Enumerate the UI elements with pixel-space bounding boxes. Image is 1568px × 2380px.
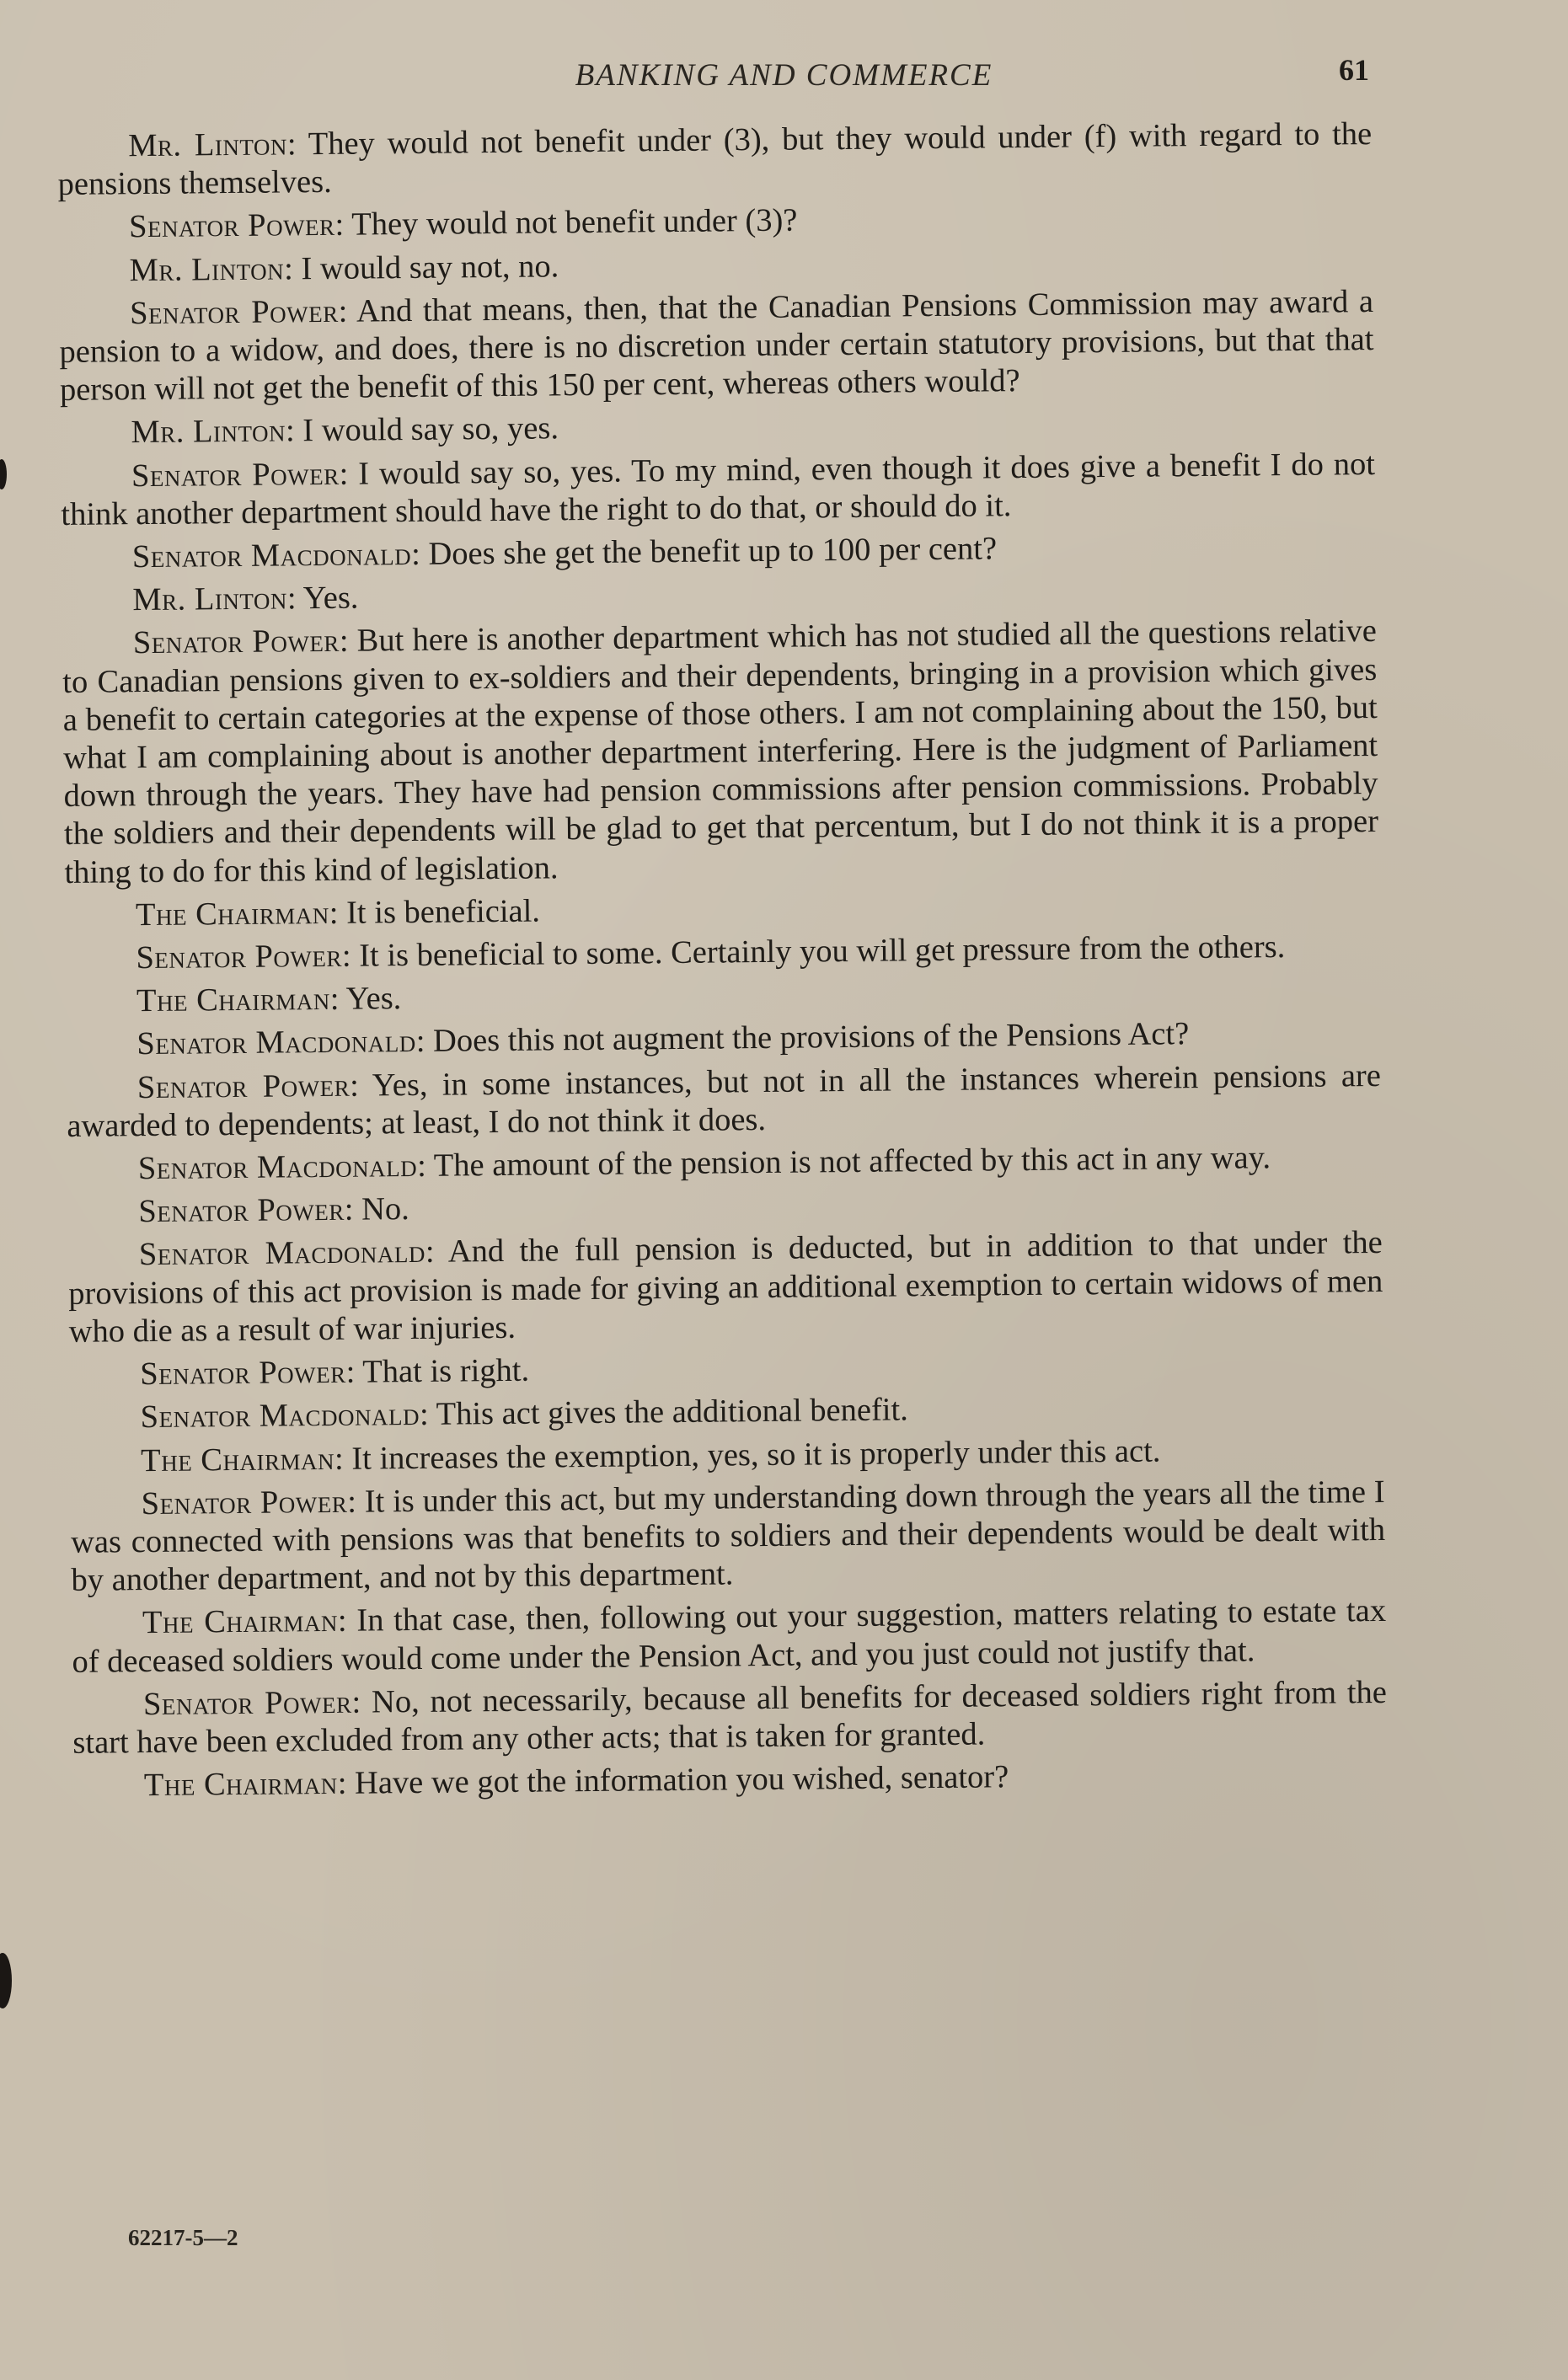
- binding-mark: [0, 1953, 12, 2008]
- speaker-name: Senator Macdonald: [131, 537, 412, 575]
- transcript-paragraph: Senator Power: I would say so, yes. To my mind, even though it does give a benefit I do not think another department should have the right to do that, or should do it.: [61, 446, 1376, 532]
- speaker-name: Senator Power: [142, 1684, 352, 1722]
- speech-text: Does this not augment the provisions of the Pensions Act?: [432, 1016, 1190, 1060]
- speaker-name: Senator Macdonald: [136, 1024, 416, 1062]
- speaker-name: Mr. Linton: [128, 126, 288, 164]
- speech-text: Yes, in some instances, but not in all the instances wherein pensions are awarded to dependents; at least, I do not think it does.: [67, 1057, 1382, 1144]
- speaker-name: Senator Macdonald: [140, 1397, 420, 1436]
- page-header: [0, 52, 1568, 103]
- transcript-paragraph: The Chairman: Yes.: [136, 981, 402, 1019]
- speaker-name: The Chairman: [143, 1766, 338, 1804]
- speaker-name: The Chairman: [135, 895, 329, 933]
- transcript-paragraph: The Chairman: In that case, then, following out your suggestion, matters relating to estate tax of deceased soldiers would come under the Pension Act, and you just could not justify that.: [72, 1593, 1387, 1680]
- transcript-paragraph: The Chairman: It is beneficial.: [135, 893, 541, 933]
- speaker-name: Mr. Linton: [129, 251, 285, 288]
- speech-text: No.: [361, 1191, 410, 1227]
- speech-text: The amount of the pension is not affected by this act in any way.: [433, 1140, 1271, 1184]
- speaker-name: Senator Macdonald: [138, 1234, 426, 1273]
- speaker-name: Senator Power: [132, 623, 340, 661]
- speaker-name: Senator Power: [141, 1484, 348, 1522]
- speech-text: It is beneficial.: [345, 893, 541, 931]
- transcript-paragraph: Mr. Linton: I would say so, yes.: [131, 410, 559, 451]
- speech-text: They would not benefit under (3), but they would under (f) with regard to the pensions themselves.: [57, 116, 1373, 203]
- speech-text: But here is another department which has not studied all the questions relative to Canadian pensions given to ex-soldiers and their dependents, bringing in a provision which gives a benefit to certain categories at the expense of those others. I am not complaining about the 150, but what I am complaining about is another department interfering. Here is the judgment of Parliament down through the years. They have had pension commissions after pension commissions. Probably the soldiers and their dependents will be glad to get that percentum, but I do not think it is a proper thing to do for this kind of legislation.: [62, 613, 1379, 890]
- speech-text: Yes.: [302, 580, 359, 617]
- transcript-paragraph: Senator Power: That is right.: [140, 1352, 530, 1393]
- transcript-body: [57, 115, 1388, 1810]
- transcript-paragraph: Senator Power: And that means, then, that the Canadian Pensions Commission may award a pension to a widow, and does, there is no discretion under certain statutory provisions, but that that person will not get the benefit of this 150 per cent, whereas others would?: [59, 283, 1374, 409]
- speaker-name: Senator Power: [136, 938, 343, 976]
- transcript-paragraph: The Chairman: It increases the exemption, yes, so it is properly under this act.: [140, 1433, 1161, 1479]
- speaker-name: Mr. Linton: [131, 413, 286, 451]
- speaker-name: Mr. Linton: [132, 580, 288, 618]
- speaker-name: Senator Power: [138, 1192, 345, 1230]
- speech-text: They would not benefit under (3)?: [351, 202, 798, 243]
- speaker-name: The Chairman: [140, 1441, 335, 1479]
- transcript-paragraph: Senator Macdonald: The amount of the pension is not affected by this act in any way.: [137, 1140, 1271, 1187]
- speech-text: No, not necessarily, because all benefits for deceased soldiers right from the start have been excluded from any other acts; that is taken for granted.: [72, 1674, 1388, 1761]
- speaker-name: Senator Power: [131, 456, 340, 494]
- transcript-paragraph: Mr. Linton: I would say not, no.: [129, 248, 559, 288]
- transcript-paragraph: Senator Power: No, not necessarily, because all benefits for deceased soldiers right from the start have been excluded from any other acts; that is taken for granted.: [72, 1674, 1388, 1761]
- transcript-paragraph: Senator Power: Yes, in some instances, but not in all the instances wherein pensions are awarded to dependents; at least, I do not think it does.: [67, 1057, 1382, 1144]
- speaker-name: Senator Power: [128, 207, 335, 245]
- transcript-paragraph: Senator Power: It is beneficial to some. Certainly you will get pressure from the others.: [136, 929, 1286, 976]
- speech-text: It is under this act, but my understanding down through the years all the time I was connected with pensions was that benefits to soldiers and their dependents would be dealt with by another department, and not by this department.: [70, 1473, 1386, 1599]
- transcript-paragraph: Senator Macdonald: Does she get the benefit up to 100 per cent?: [131, 531, 998, 575]
- page-number: 61: [1339, 53, 1369, 87]
- speaker-name: Senator Macdonald: [137, 1148, 418, 1187]
- speech-text: I would say not, no.: [301, 248, 559, 286]
- transcript-paragraph: Senator Macdonald: This act gives the additional benefit.: [140, 1392, 909, 1436]
- speech-text: In that case, then, following out your suggestion, matters relating to estate tax of deceased soldiers would come under the Pension Act, and you just could not justify that.: [72, 1593, 1387, 1680]
- transcript-paragraph: Senator Macdonald: And the full pension is deducted, but in addition to that under the provisions of this act provision is made for giving an additional exemption to certain widows of men who die as a result of war injuries.: [68, 1225, 1383, 1350]
- transcript-paragraph: Senator Macdonald: Does this not augment the provisions of the Pensions Act?: [136, 1016, 1190, 1062]
- transcript-paragraph: The Chairman: Have we got the information you wished, senator?: [143, 1759, 1009, 1804]
- transcript-paragraph: Mr. Linton: Yes.: [132, 580, 359, 618]
- speaker-name: Senator Power: [129, 293, 339, 331]
- printer-signature: 62217-5—2: [128, 2225, 238, 2250]
- speech-text: Have we got the information you wished, senator?: [354, 1759, 1009, 1801]
- speaker-name: The Chairman: [136, 981, 330, 1019]
- speech-text: This act gives the additional benefit.: [436, 1392, 909, 1433]
- running-head: BANKING AND COMMERCE: [575, 58, 993, 93]
- speech-text: I would say so, yes. To my mind, even though it does give a benefit I do not think another department should have the right to do that, or should do it.: [61, 446, 1376, 532]
- transcript-paragraph: Mr. Linton: They would not benefit under (3), but they would under (f) with regard to the pensions themselves.: [57, 116, 1373, 203]
- transcript-paragraph: Senator Power: But here is another department which has not studied all the questions relative to Canadian pensions given to ex-soldiers and their dependents, bringing in a provision which gives a benefit to certain categories at the expense of those others. I am not complaining about the 150, but what I am complaining about is another department interfering. Here is the judgment of Parliament down through the years. They have had pension commissions after pension commissions. Probably the soldiers and their dependents will be glad to get that percentum, but I do not think it is a proper thing to do for this kind of legislation.: [62, 613, 1379, 890]
- speaker-name: Senator Power: [140, 1354, 346, 1393]
- speech-text: Yes.: [345, 981, 402, 1018]
- speech-text: And that means, then, that the Canadian Pensions Commission may award a pension to a widow, and does, there is no discretion under certain statutory provisions, but that that person will not get the benefit of this 150 per cent, whereas others would?: [59, 283, 1374, 409]
- speech-text: It is beneficial to some. Certainly you will get pressure from the others.: [359, 929, 1286, 974]
- speech-text: That is right.: [362, 1352, 530, 1390]
- speaker-name: Senator Power: [136, 1067, 351, 1105]
- speech-text: I would say so, yes.: [302, 410, 559, 449]
- speaker-name: The Chairman: [142, 1603, 339, 1641]
- speech-text: It increases the exemption, yes, so it is properly under this act.: [351, 1433, 1161, 1477]
- transcript-paragraph: Senator Power: They would not benefit under (3)?: [128, 202, 798, 245]
- transcript-paragraph: Senator Power: It is under this act, but my understanding down through the years all the time I was connected with pensions was that benefits to soldiers and their dependents would be dealt with by another department, and not by this department.: [70, 1473, 1386, 1599]
- speech-text: And the full pension is deducted, but in addition to that under the provisions of this act provision is made for giving an additional exemption to certain widows of men who die as a result of war injuries.: [68, 1225, 1383, 1350]
- speech-text: Does she get the benefit up to 100 per cent?: [428, 531, 998, 572]
- transcript-paragraph: Senator Power: No.: [138, 1191, 410, 1230]
- binding-mark: [0, 459, 7, 489]
